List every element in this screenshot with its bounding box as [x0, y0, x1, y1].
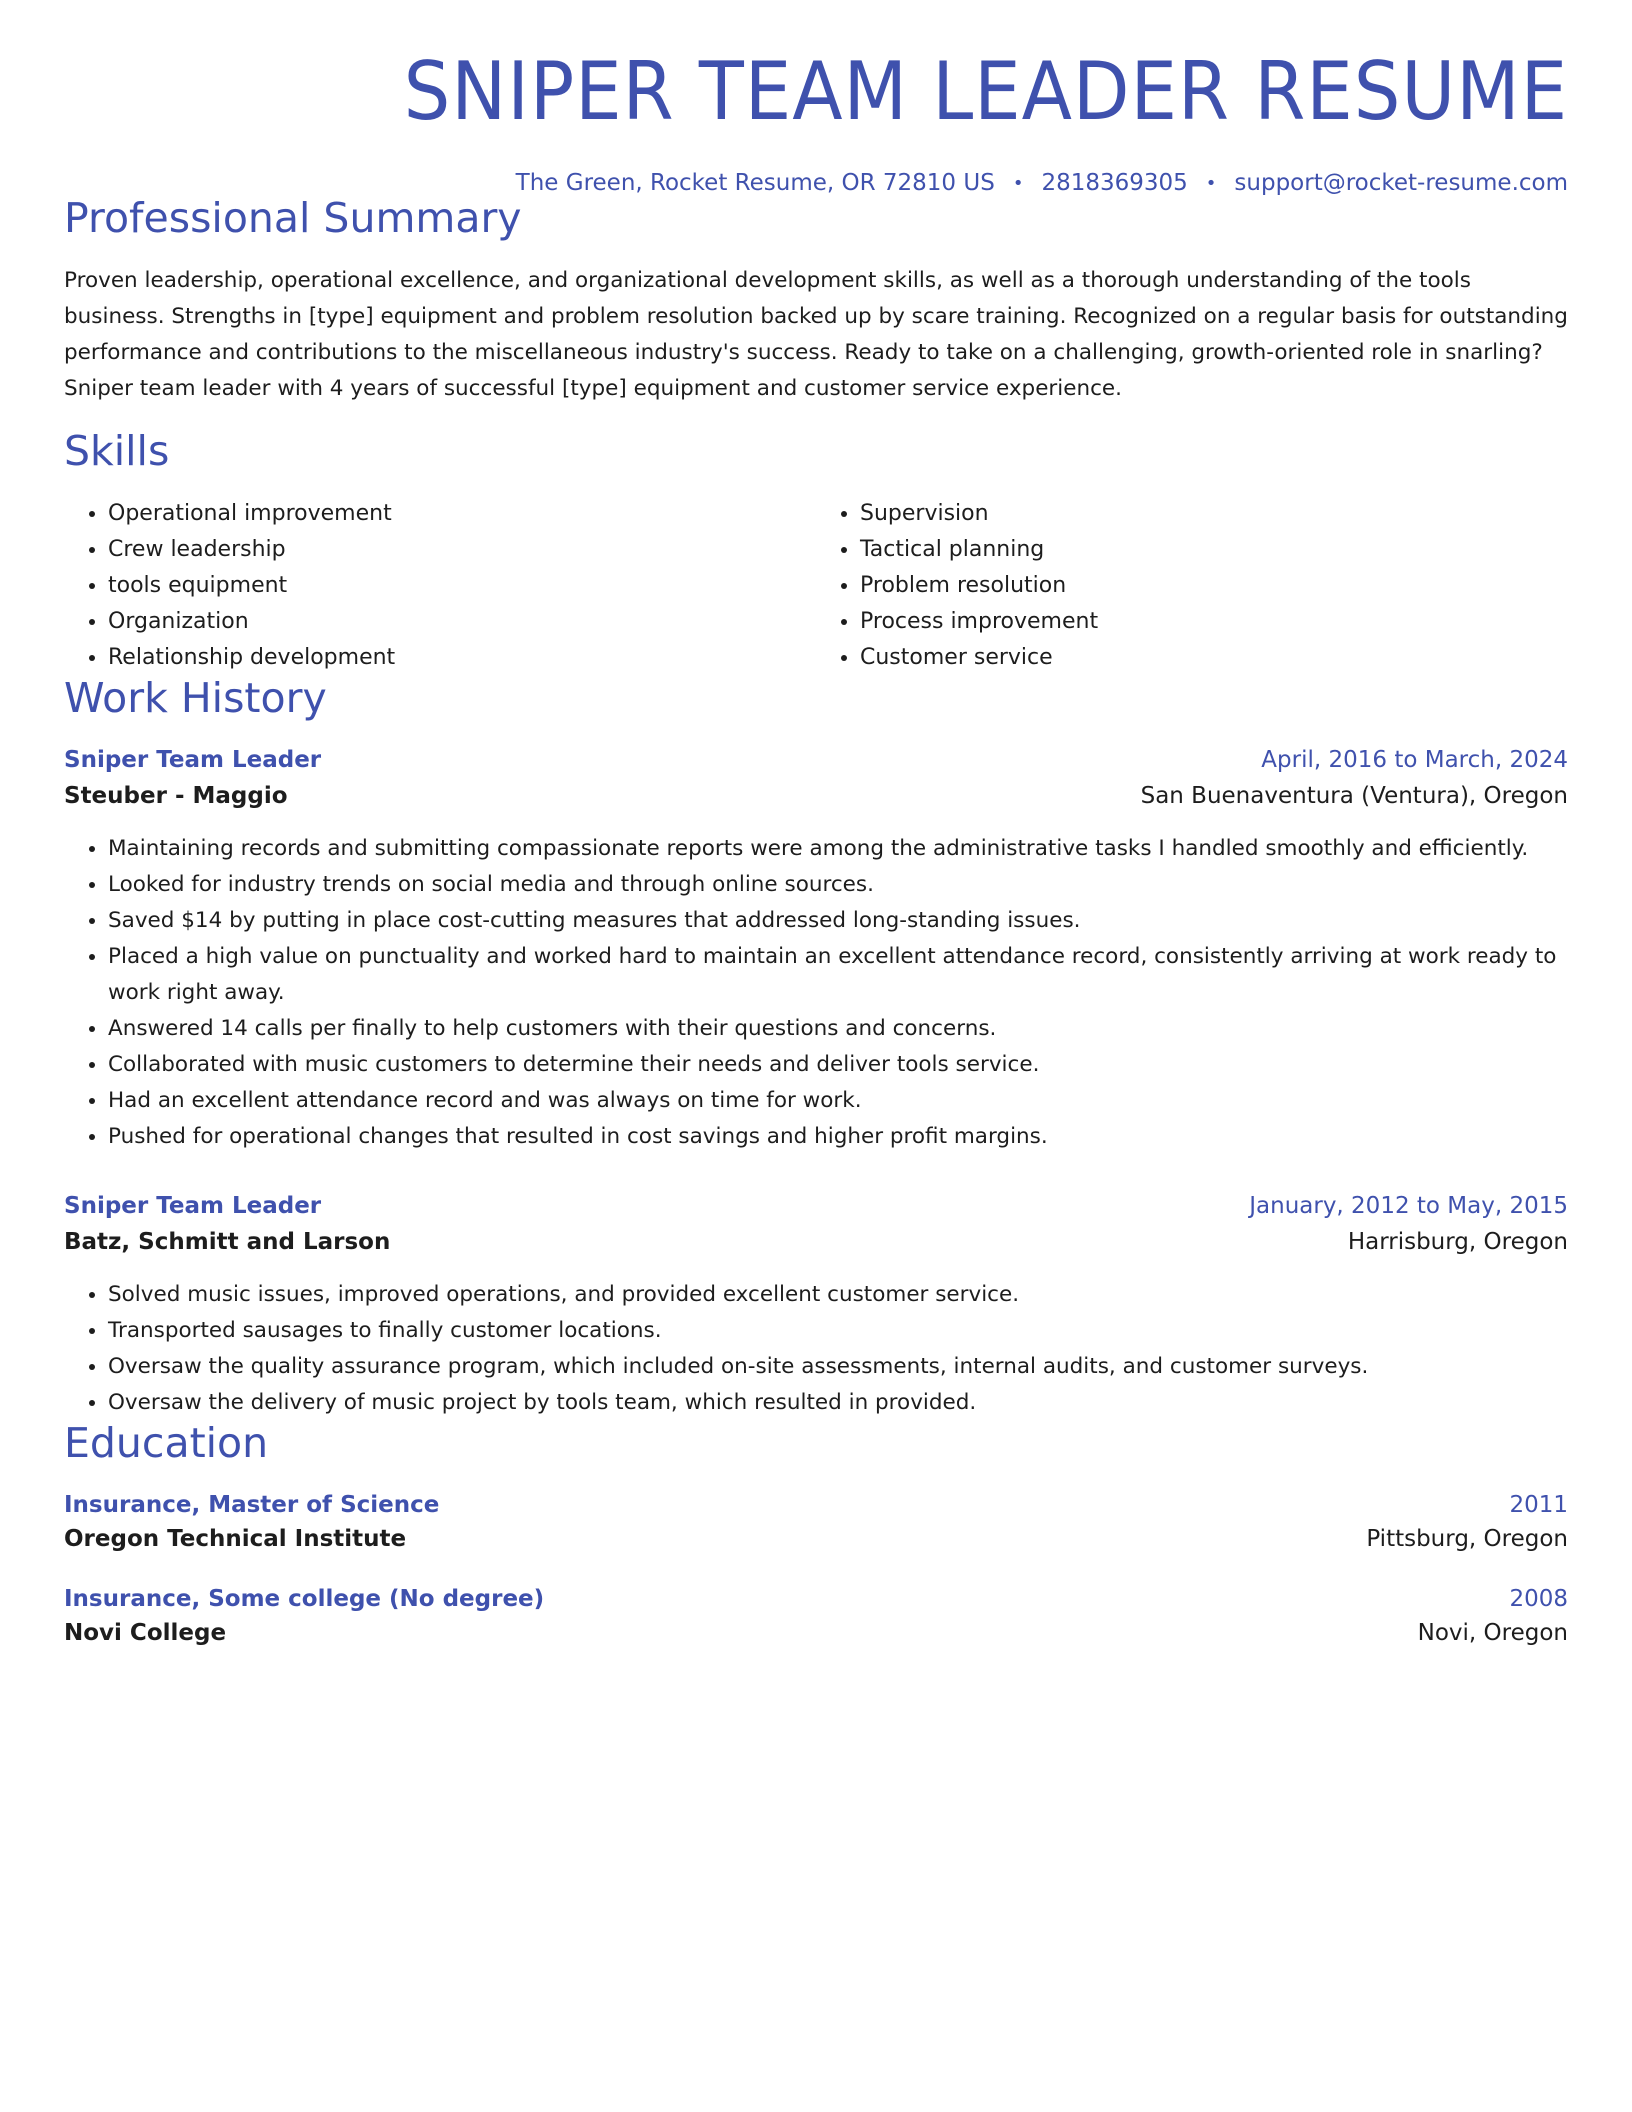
skill-item: • Crew leadership	[108, 532, 816, 568]
job-bullet: • Oversaw the quality assurance program, which included on-site assessments, internal audits, and customer surveys.	[108, 1349, 1568, 1385]
skill-item: • Tactical planning	[860, 532, 1568, 568]
skill-item: • Operational improvement	[108, 496, 816, 532]
job-company: Batz, Schmitt and Larson	[64, 1228, 391, 1255]
education-school: Oregon Technical Institute	[64, 1525, 407, 1552]
job-bullets	[64, 1277, 1568, 1421]
contact-line	[64, 170, 1568, 196]
contact-separator: •	[1012, 172, 1024, 194]
education-entry	[64, 1586, 1568, 1646]
job-bullet: • Oversaw the delivery of music project by tools team, which resulted in provided.	[108, 1385, 1568, 1421]
job-bullet: • Maintaining records and submitting compassionate reports were among the administrative tasks I handled smoothly and efficiently.	[108, 831, 1568, 867]
education-year: 2011	[1509, 1491, 1568, 1518]
skill-item: • Process improvement	[860, 604, 1568, 640]
resume-header	[64, 0, 1568, 196]
skill-item: • Problem resolution	[860, 568, 1568, 604]
education-entry	[64, 1492, 1568, 1552]
job-bullet: • Solved music issues, improved operations, and provided excellent customer service.	[108, 1277, 1568, 1313]
skills-list-right	[816, 496, 1568, 676]
education-degree: Insurance, Some college (No degree)	[64, 1585, 545, 1612]
work-history-section	[64, 673, 1568, 1421]
education-location: Pittsburg, Oregon	[1366, 1525, 1568, 1552]
job-bullet: • Transported sausages to finally customer locations.	[108, 1313, 1568, 1349]
skill-item: • tools equipment	[108, 568, 816, 604]
skill-item: • Supervision	[860, 496, 1568, 532]
job-entry	[64, 1193, 1568, 1421]
contact-separator: •	[1205, 172, 1217, 194]
summary-text: Proven leadership, operational excellence, and organizational development skills, as well as a thorough understanding of the tools business. Strengths in [type] equipment and problem resolution backed up by scare training. Recognized on a regular basis for outstanding performance and contributions to the miscellaneous industry's success. Ready to take on a challenging, growth-oriented role in snarling? Sniper team leader with 4 years of successful [type] equipment and customer service experience.	[64, 268, 1568, 402]
job-title: Sniper Team Leader	[64, 746, 322, 773]
skills-heading: Skills	[64, 426, 170, 475]
job-title: Sniper Team Leader	[64, 1192, 322, 1219]
resume-title: SNIPER TEAM LEADER RESUME	[403, 45, 1569, 138]
education-degree: Insurance, Master of Science	[64, 1491, 440, 1518]
education-heading: Education	[64, 1418, 269, 1467]
job-bullet: • Had an excellent attendance record and was always on time for work.	[108, 1083, 1568, 1119]
skill-item: • Customer service	[860, 640, 1568, 676]
job-entry	[64, 747, 1568, 1155]
summary-section	[64, 196, 1568, 407]
job-dates: April, 2016 to March, 2024	[1261, 746, 1568, 773]
skills-section	[64, 426, 1568, 676]
education-school: Novi College	[64, 1619, 227, 1646]
job-bullet: • Looked for industry trends on social media and through online sources.	[108, 867, 1568, 903]
summary-heading: Professional Summary	[64, 194, 522, 242]
job-location: San Buenaventura (Ventura), Oregon	[1140, 782, 1568, 809]
job-dates: January, 2012 to May, 2015	[1249, 1192, 1568, 1219]
contact-address: The Green, Rocket Resume, OR 72810 US	[515, 170, 995, 196]
job-bullets	[64, 831, 1568, 1155]
job-bullet: • Saved $14 by putting in place cost-cutting measures that addressed long-standing issues.	[108, 903, 1568, 939]
job-bullet: • Pushed for operational changes that resulted in cost savings and higher profit margins.	[108, 1119, 1568, 1155]
education-location: Novi, Oregon	[1417, 1619, 1568, 1646]
contact-email: support@rocket-resume.com	[1234, 170, 1568, 196]
skills-columns	[64, 496, 1568, 676]
skills-list-left	[64, 496, 816, 676]
skill-item: • Organization	[108, 604, 816, 640]
job-company: Steuber - Maggio	[64, 782, 288, 809]
work-history-heading: Work History	[64, 673, 327, 722]
job-location: Harrisburg, Oregon	[1347, 1228, 1568, 1255]
skill-item: • Relationship development	[108, 640, 816, 676]
education-year: 2008	[1509, 1585, 1568, 1612]
contact-phone: 2818369305	[1041, 170, 1188, 196]
job-bullet: • Collaborated with music customers to determine their needs and deliver tools service.	[108, 1047, 1568, 1083]
job-bullet: • Placed a high value on punctuality and worked hard to maintain an excellent attendance record, consistently arriving at work ready to work right away.	[108, 939, 1568, 1011]
education-section	[64, 1418, 1568, 1646]
job-bullet: • Answered 14 calls per finally to help customers with their questions and concerns.	[108, 1011, 1568, 1047]
